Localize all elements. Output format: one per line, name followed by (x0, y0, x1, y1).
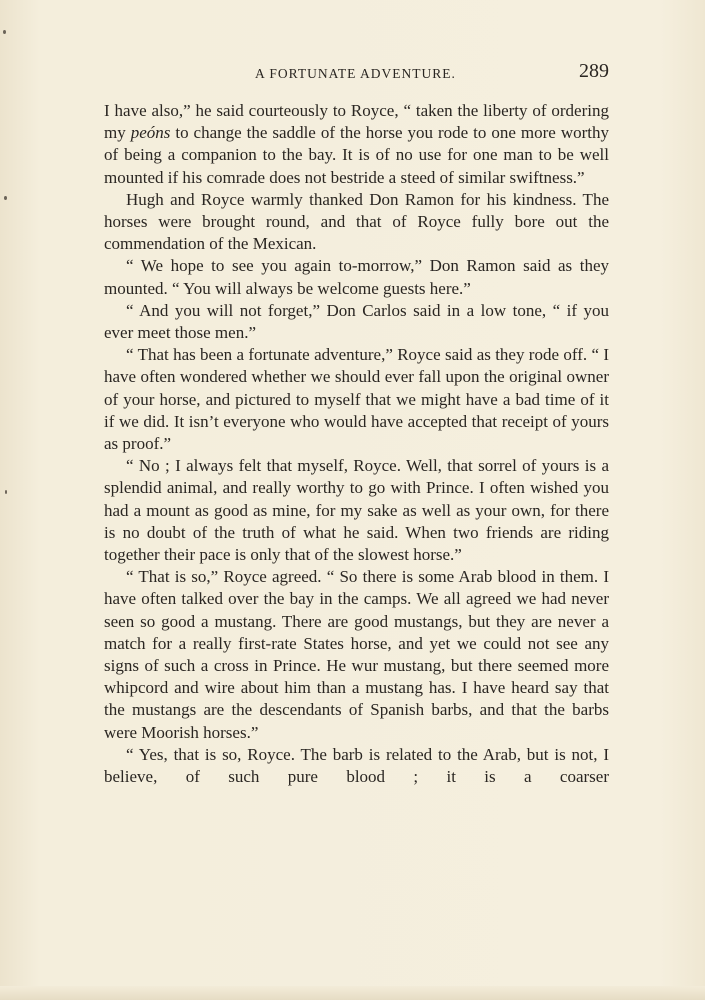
page-number: 289 (579, 60, 609, 82)
paragraph (104, 100, 609, 189)
page-header (104, 60, 609, 86)
paragraph: “ That has been a fortunate adventure,” Royce said as they rode off. “ I have often wondered whether we should ever fall upon the original owner of your horse, and pictured to myself that we might have a bad time of it if we did. It isn’t everyone who would have accepted that receipt of yours as proof.” (104, 345, 609, 454)
page-bottom-edge (0, 986, 705, 1000)
scan-speck (5, 490, 7, 494)
paragraph: Hugh and Royce warmly thanked Don Ramon for his kindness. The horses were brought round, and that of Royce fully bore out the commendation of the Mexican. (104, 189, 609, 254)
paragraph: “ Yes, that is so, Royce. The barb is related to the Arab, but is not, I believe, of such pure blood ; it is a coarser (104, 744, 609, 787)
paragraph: “ No ; I always felt that myself, Royce. Well, that sorrel of yours is a splendid animal, and really worthy to go with Prince. I often wished you had a mount as good as mine, for my sake as well as your own, for there is no doubt of the truth of what he said. When two friends are riding together their pace is only that of the slowest horse.” (104, 456, 609, 565)
scan-speck (4, 196, 7, 200)
scan-speck (3, 30, 6, 34)
text-run: I have also,” he said courteously to Royce, “ taken the liberty of ordering my (104, 101, 609, 143)
paragraph: “ That is so,” Royce agreed. “ So there is some Arab blood in them. I have often talked over the bay in the camps. We all agreed we had never seen so good a mustang. There are good mustangs, but they are never a match for a really first-rate States horse, and yet we could not see any signs of such a cross in Prince. He wur mustang, but there seemed more whipcord and wire about him than a mustang has. I have heard say that the mustangs are the descendants of Spanish barbs, and that the barbs were Moorish horses.” (104, 567, 609, 742)
paragraph: “ We hope to see you again to-morrow,” Don Ramon said as they mounted. “ You will always be welcome guests here.” (104, 256, 609, 298)
paragraph: “ And you will not forget,” Don Carlos said in a low tone, “ if you ever meet those men.” (104, 300, 609, 343)
italic-word: peóns (130, 123, 171, 143)
text-run: to change the saddle of the horse you rode to one more worthy of being a companion to the bay. It is of no use for one man to be well mounted if his comrade does not bestride a steed of similar swiftness.” (104, 123, 609, 187)
running-title: A FORTUNATE ADVENTURE. (255, 66, 456, 81)
body-text (104, 100, 609, 788)
